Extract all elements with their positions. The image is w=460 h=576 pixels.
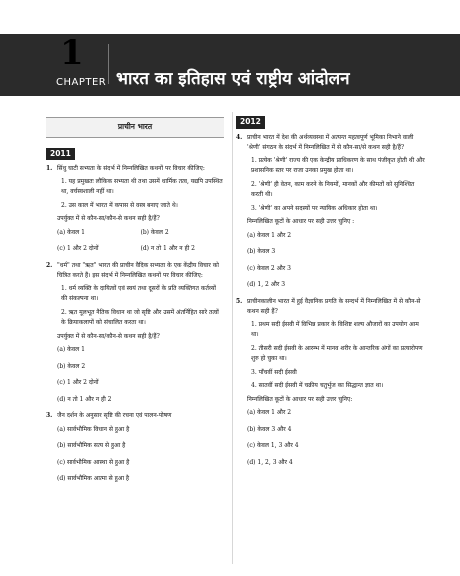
option-a: (a) केवल 1 (57, 228, 85, 236)
option-b: (b) केवल 3 और 4 (247, 425, 292, 433)
question-lead: उपर्युक्त में से कौन-सा/कौन-से कथन सही है/हैं? (57, 332, 160, 340)
statement: 1. प्रथम सदी ईसवी में विभिन्न प्रकार के विशिष्ट शल्य औजारों का उपयोग आम था। (251, 320, 419, 338)
option-a: (a) केवल 1 और 2 (247, 231, 292, 239)
question-lead: उपर्युक्त में से कौन-सा/कौन-से कथन सही है/हैं? (57, 215, 160, 222)
option-c: (c) केवल 2 और 3 (247, 264, 291, 272)
option-c: (c) केवल 1, 3 और 4 (247, 442, 299, 449)
right-column (236, 114, 428, 474)
question-5 (236, 297, 428, 469)
option-b: (b) केवल 3 (247, 248, 276, 255)
statement: 1. प्रत्येक 'श्रेणी' राज्य की एक केन्द्रीय प्राधिकरण के साथ पंजीकृत होती थी और प्रशासनिक स्तर पर राजा उनका प्रमुख होता था। (251, 156, 425, 174)
question-lead: निम्नलिखित कूटों के आधार पर सही उत्तर चुनिए: (247, 395, 353, 403)
question-text: प्राचीनकालीन भारत में हुई वैज्ञानिक प्रगति के सन्दर्भ में निम्नलिखित में से कौन-से कथन सही हैं? (247, 297, 421, 315)
option-a: (a) केवल 1 और 2 (247, 409, 292, 416)
option-c: (c) सार्वभौमिक आस्था से हुआ है (57, 458, 130, 466)
question-2 (46, 261, 224, 406)
option-a: (a) केवल 1 (57, 346, 85, 353)
left-column (46, 114, 224, 491)
year-badge: 2011 (46, 148, 75, 161)
option-a: (a) सार्वभौमिक विधान से हुआ है (57, 425, 130, 433)
question-text: सिंधु घाटी सभ्यता के संदर्भ में निम्नलिखित कथनों पर विचार कीजिए: (57, 165, 205, 172)
banner-separator (108, 44, 109, 84)
option-d: (d) 1, 2, 3 और 4 (247, 458, 293, 466)
question-number: 2. (46, 261, 53, 269)
option-b: (b) सार्वभौमिक सत्य से हुआ है (57, 442, 126, 449)
statement: 3. 'श्रेणी' का अपने सदस्यों पर न्यायिक अधिकार होता था। (251, 204, 378, 212)
option-b: (b) केवल 2 (140, 228, 169, 236)
question-text: "धर्म" तथा "ऋत" भारत की प्राचीन वैदिक सभ्यता के एक केंद्रीय विचार को चित्रित करते हैं। इस संदर्भ में निम्नलिखित कथनों पर विचार कीजिए: (57, 261, 219, 279)
option-d: (d) सार्वभौमिक आत्मा से हुआ है (57, 475, 130, 482)
question-lead: निम्नलिखित कूटों के आधार पर सही उत्तर चुनिए : (247, 218, 355, 225)
chapter-label: CHAPTER (56, 77, 107, 88)
question-3 (46, 411, 224, 485)
option-c: (c) 1 और 2 दोनों (57, 245, 99, 252)
question-text: प्राचीन भारत में देश की अर्थव्यवस्था में अत्यन्त महत्वपूर्ण भूमिका निभाने वाली 'श्रेणी' संगठन के संदर्भ में निम्नलिखित में से कौन-सा/से कथन सही है/हैं? (247, 133, 414, 151)
question-number: 3. (46, 412, 53, 419)
option-d: (d) न तो 1 और न ही 2 (57, 395, 112, 403)
statement: 2. ऋत मूलभूत नैतिक विधान था जो सृष्टि और उसमें अंतर्निहित सारे तत्वों के क्रियाकलापों को संचालित करता था। (61, 308, 219, 326)
statement: 2. उस काल में भारत में कपास से वस्त्र बनाए जाते थे। (61, 201, 178, 209)
statement: 2. 'श्रेणी' ही वेतन, काम करने के नियमों, मानकों और कीमतों को सुनिश्चित करती थी। (251, 180, 415, 198)
question-4 (236, 133, 428, 291)
statement: 2. तीसरी सदी ईसवी के आरम्भ में मानव शरीर के आन्तरिक अंगों का प्रत्यारोपण शुरु हो चुका था। (251, 344, 423, 362)
statement: 4. सातवीं सदी ईसवी में चक्रीय चतुर्भुज का सिद्धान्त ज्ञात था। (251, 382, 384, 389)
year-badge: 2012 (236, 116, 265, 129)
option-b: (b) केवल 2 (57, 362, 86, 370)
option-d: (d) न तो 1 और न ही 2 (140, 245, 195, 252)
statement: 3. पाँचवीं सदी ईसवी (251, 368, 297, 376)
question-number: 4. (236, 133, 243, 141)
chapter-number: 1 (60, 33, 84, 73)
option-c: (c) 1 और 2 दोनों (57, 379, 99, 386)
chapter-title: भारत का इतिहास एवं राष्ट्रीय आंदोलन (116, 69, 350, 89)
question-1 (46, 164, 224, 255)
question-text: जैन दर्शन के अनुसार सृष्टि की रचना एवं पालन-पोषण (57, 412, 172, 419)
column-divider (232, 112, 233, 564)
question-number: 5. (236, 297, 243, 305)
question-number: 1. (46, 165, 53, 172)
section-title: प्राचीन भारत (46, 117, 224, 138)
statement: 1. यह प्रमुखतः लौकिक सभ्यता थी तथा उसमें धार्मिक तत्व, यद्यपि उपस्थित था, वर्चस्वशाली नहीं था। (61, 177, 223, 195)
option-d: (d) 1, 2 और 3 (247, 281, 286, 288)
statement: 1. धर्म व्यक्ति के दायित्वों एवं स्वयं तथा दूसरों के प्रति व्यक्तिगत कर्तव्यों की संकल्पना था। (61, 284, 216, 302)
